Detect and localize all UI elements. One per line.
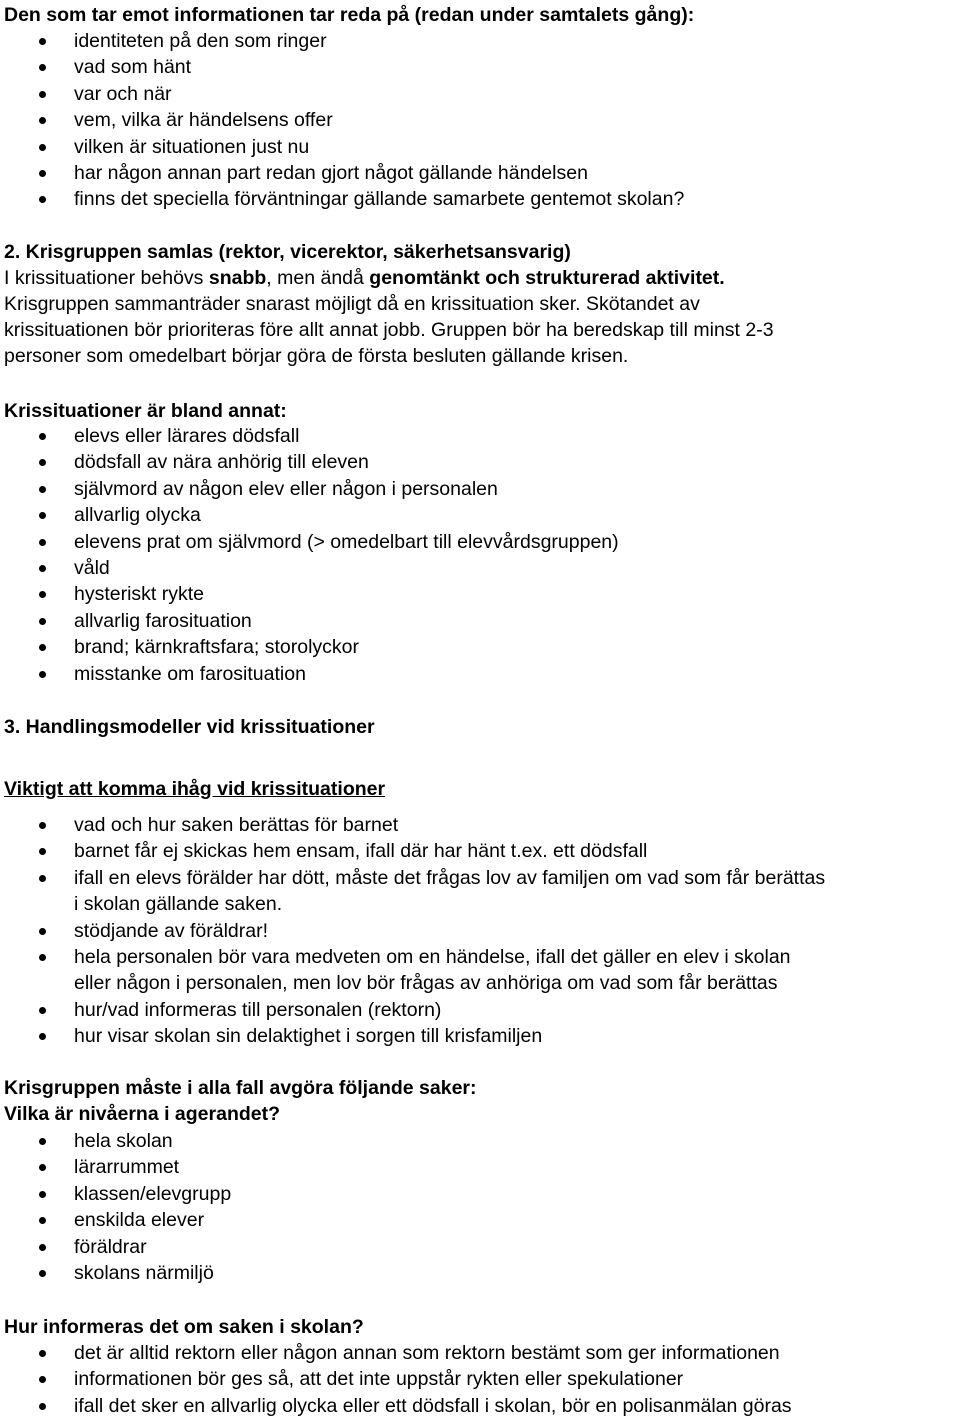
bullet-icon xyxy=(39,565,46,572)
bullet-icon xyxy=(39,196,46,203)
list-item: våld xyxy=(0,555,960,581)
list-item: finns det speciella förväntningar gällande samarbete gentemot skolan? xyxy=(0,186,960,212)
crises-list xyxy=(0,423,960,687)
list-item: informationen bör ges så, att det inte uppstår rykten eller spekulationer xyxy=(0,1366,960,1392)
bullet-icon xyxy=(39,928,46,935)
bullet-icon xyxy=(39,1217,46,1224)
bullet-icon xyxy=(39,1403,46,1410)
bullet-icon xyxy=(39,875,46,882)
bullet-icon xyxy=(39,1033,46,1040)
bullet-icon xyxy=(39,512,46,519)
bullet-icon xyxy=(39,1350,46,1357)
bullet-icon xyxy=(39,1007,46,1014)
section-2-paragraph-line-3: krissituationen bör prioriteras före allt annat jobb. Gruppen bör ha beredskap till minst 2-3 xyxy=(4,319,774,341)
bullet-icon xyxy=(39,954,46,961)
inform-heading: Hur informeras det om saken i skolan? xyxy=(4,1316,364,1338)
bullet-icon xyxy=(39,117,46,124)
intro-list xyxy=(0,28,960,213)
bullet-icon xyxy=(39,1191,46,1198)
list-item: allvarlig farosituation xyxy=(0,608,960,634)
section-2-paragraph-line-2: Krisgruppen sammanträder snarast möjligt då en krissituation sker. Skötandet av xyxy=(4,293,700,315)
bullet-icon xyxy=(39,1376,46,1383)
list-item: hur visar skolan sin delaktighet i sorgen till krisfamiljen xyxy=(0,1023,960,1049)
bullet-icon xyxy=(39,433,46,440)
list-item: ifall det sker en allvarlig olycka eller ett dödsfall i skolan, bör en polisanmälan göras xyxy=(0,1393,960,1419)
bullet-icon xyxy=(39,644,46,651)
list-item: har någon annan part redan gjort något gällande händelsen xyxy=(0,160,960,186)
list-item: enskilda elever xyxy=(0,1207,960,1233)
bullet-icon xyxy=(39,1270,46,1277)
list-item: hela skolan xyxy=(0,1128,960,1154)
intro-heading: Den som tar emot informationen tar reda på (redan under samtalets gång): xyxy=(4,4,695,26)
bullet-icon xyxy=(39,486,46,493)
levels-heading-2: Vilka är nivåerna i agerandet? xyxy=(4,1103,281,1125)
list-item: vad som hänt xyxy=(0,54,960,80)
list-item: brand; kärnkraftsfara; storolyckor xyxy=(0,634,960,660)
list-item: identiteten på den som ringer xyxy=(0,28,960,54)
bullet-icon xyxy=(39,1138,46,1145)
bullet-icon xyxy=(39,671,46,678)
bullet-icon xyxy=(39,170,46,177)
bullet-icon xyxy=(39,144,46,151)
list-item: allvarlig olycka xyxy=(0,502,960,528)
list-item: dödsfall av nära anhörig till eleven xyxy=(0,449,960,475)
bullet-icon xyxy=(39,1244,46,1251)
section-3-heading: 3. Handlingsmodeller vid krissituationer xyxy=(4,716,375,738)
section-2-paragraph-line-1: I krissituationer behövs snabb, men ändå genomtänkt och strukturerad aktivitet. xyxy=(4,267,725,289)
list-item: elevs eller lärares dödsfall xyxy=(0,423,960,449)
list-item: misstanke om farosituation xyxy=(0,661,960,687)
list-item: lärarrummet xyxy=(0,1154,960,1180)
inform-list xyxy=(0,1340,960,1419)
bullet-icon xyxy=(39,591,46,598)
list-item: hela personalen bör vara medveten om en händelse, ifall det gäller en elev i skolan xyxy=(0,944,960,970)
list-item: vilken är situationen just nu xyxy=(0,134,960,160)
bullet-icon xyxy=(39,1164,46,1171)
bullet-icon xyxy=(39,91,46,98)
list-item: hur/vad informeras till personalen (rektorn) xyxy=(0,997,960,1023)
list-item: elevens prat om självmord (> omedelbart till elevvårdsgruppen) xyxy=(0,529,960,555)
bullet-icon xyxy=(39,848,46,855)
list-item: hysteriskt rykte xyxy=(0,581,960,607)
list-item: vad och hur saken berättas för barnet xyxy=(0,812,960,838)
levels-list xyxy=(0,1128,960,1286)
list-item: det är alltid rektorn eller någon annan som rektorn bestämt som ger informationen xyxy=(0,1340,960,1366)
section-2-paragraph-line-4: personer som omedelbart börjar göra de första besluten gällande krisen. xyxy=(4,345,629,367)
crises-heading: Krissituationer är bland annat: xyxy=(4,400,287,422)
list-item: barnet får ej skickas hem ensam, ifall där har hänt t.ex. ett dödsfall xyxy=(0,838,960,864)
list-item: föräldrar xyxy=(0,1234,960,1260)
list-item: självmord av någon elev eller någon i personalen xyxy=(0,476,960,502)
list-item: skolans närmiljö xyxy=(0,1260,960,1286)
bullet-icon xyxy=(39,539,46,546)
remember-list xyxy=(0,812,960,1050)
levels-heading-1: Krisgruppen måste i alla fall avgöra följande saker: xyxy=(4,1077,477,1099)
list-item: klassen/elevgrupp xyxy=(0,1181,960,1207)
list-item: stödjande av föräldrar! xyxy=(0,918,960,944)
bullet-icon xyxy=(39,64,46,71)
bullet-icon xyxy=(39,618,46,625)
list-item-continuation: i skolan gällande saken. xyxy=(74,893,283,916)
bullet-icon xyxy=(39,38,46,45)
list-item: var och när xyxy=(0,81,960,107)
section-2-heading: 2. Krisgruppen samlas (rektor, vicerektor, säkerhetsansvarig) xyxy=(4,241,571,263)
remember-heading: Viktigt att komma ihåg vid krissituationer xyxy=(4,778,386,800)
list-item: ifall en elevs förälder har dött, måste det frågas lov av familjen om vad som får berättas xyxy=(0,865,960,891)
bullet-icon xyxy=(39,459,46,466)
list-item-continuation: eller någon i personalen, men lov bör frågas av anhöriga om vad som får berättas xyxy=(74,972,778,995)
bullet-icon xyxy=(39,822,46,829)
list-item: vem, vilka är händelsens offer xyxy=(0,107,960,133)
